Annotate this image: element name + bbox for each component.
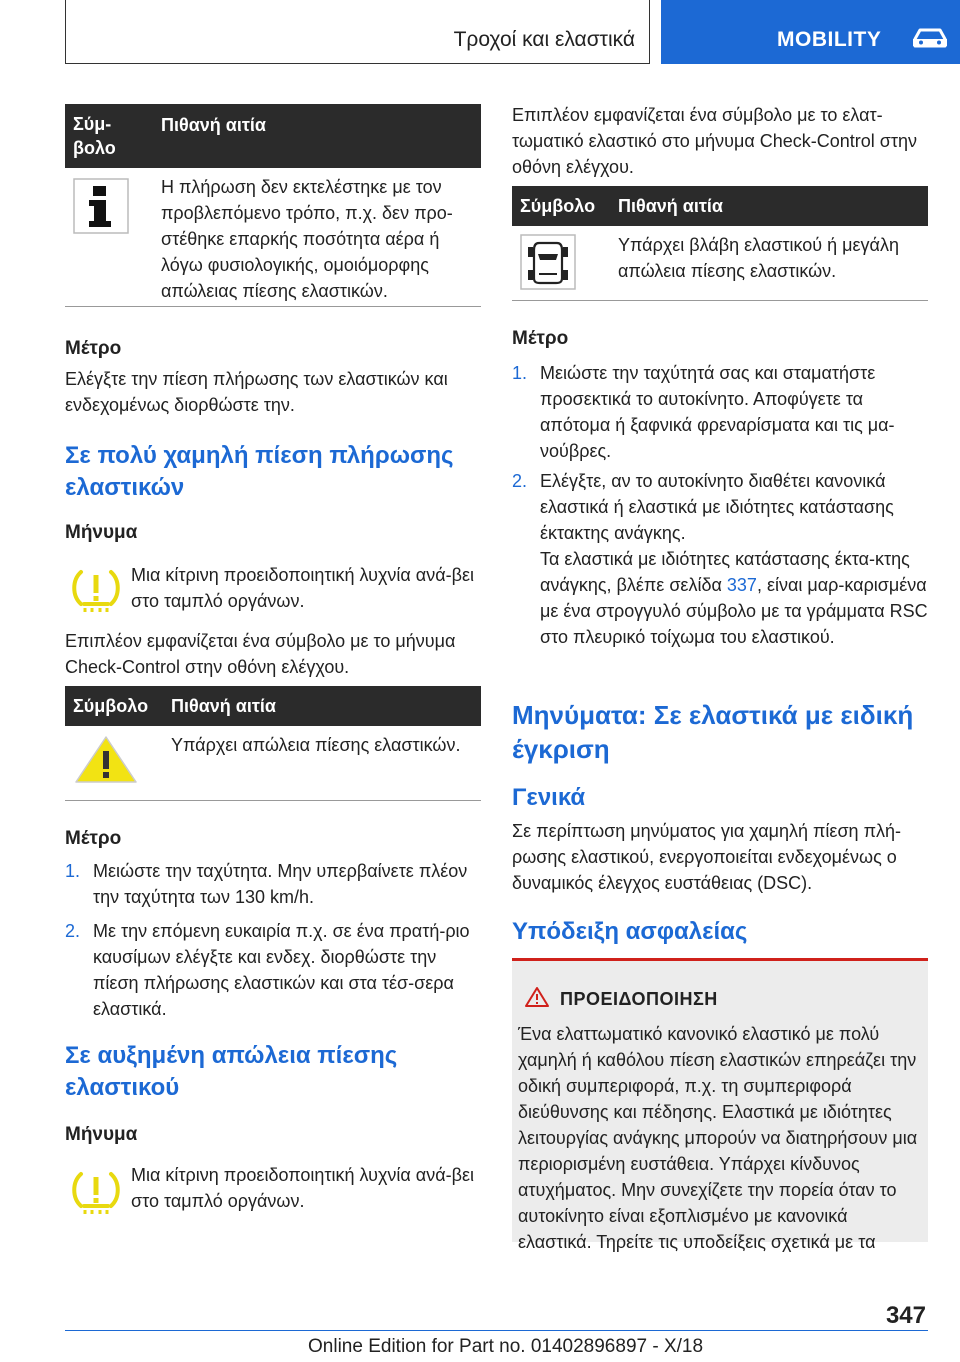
section-heading-increased-loss: Σε αυξημένη απώλεια πίεσης ελαστικού (65, 1042, 398, 1101)
yellow-warning-triangle-icon (73, 734, 139, 786)
footer-rule (65, 1330, 928, 1331)
message2-text: Μια κίτρινη προειδοποιητική λυχνία ανά-βει στο ταμπλό οργάνων. (131, 1165, 474, 1211)
step2-2-text: Με την επόμενη ευκαιρία π.χ. σε ένα πρατή-ριο καυσίμων ελέγξτε και ενδεχ. διορθώστε την πίεση πλήρωσης ελαστικών και στα τέσ-σερα ελαστικά. (93, 921, 470, 1019)
warning-text: Ένα ελαττωματικό κανονικό ελαστικό με πολύ χαμηλή ή καθόλου πίεση ελαστικών επηρεάζει την οδική συμπεριφορά, π.χ. τη συμπεριφορά διεύθυνσης και πέδησης. Ελαστικά με ιδιότητες λειτουργίας ανάγκης μπορούν να διατηρήσουν μια περιορισμένη ευστάθεια. Υπάρχει κίνδυνος ατυχήματος. Μην συνεχίζετε την πορεία όταν το αυτοκίνητο είναι εξοπλισμένο με κανονικά ελαστικά. Τηρείτε τις υποδείξεις σχετικά με τα (518, 1024, 918, 1252)
table3-cause-text: Υπάρχει βλάβη ελαστικού ή μεγάλη απώλεια πίεσης ελαστικών. (618, 235, 899, 281)
info-icon (73, 178, 129, 234)
check-control-text-2: Επιπλέον εμφανίζεται ένα σύμβολο με το ελατ-τωματικό ελαστικό στο μήνυμα Check-Control στην οθόνη ελέγχου. (512, 105, 918, 177)
table3-col-symbol: Σύμβολο (520, 196, 596, 216)
warning-title: ΠΡΟΕΙΔΟΠΟΙΗΣΗ (560, 989, 718, 1009)
table3-col-cause: Πιθανή αιτία (618, 196, 723, 216)
page-link-337[interactable]: 337 (726, 575, 757, 595)
message2-heading: Μήνυμα (65, 1124, 138, 1145)
step3-2-number: 2. (512, 471, 528, 491)
step2-1-number: 1. (65, 861, 81, 881)
measure1-heading: Μέτρο (65, 338, 122, 359)
tire-pressure-warning-icon-2 (70, 1168, 122, 1216)
step3-2-note (540, 546, 928, 650)
step3-2-note-b: , είναι μαρ-καρισμένα με ένα στρογγυλό σύμβολο με τα γράμματα RSC στο πλευρικό τοίχωμα του ελαστικού. (540, 575, 928, 647)
measure2-heading: Μέτρο (65, 828, 122, 849)
message1-text: Μια κίτρινη προειδοποιητική λυχνία ανά-βει στο ταμπλό οργάνων. (131, 565, 474, 611)
mobility-tab-label: MOBILITY (777, 28, 882, 51)
table1-col-symbol: Σύμ- βολο (73, 114, 116, 158)
table2-header (65, 686, 481, 726)
table1-col-cause: Πιθανή αιτία (161, 115, 266, 135)
table2-cause-text: Υπάρχει απώλεια πίεσης ελαστικών. (171, 735, 461, 755)
section-heading-very-low-pressure: Σε πολύ χαμηλή πίεση πλήρωσης ελαστικών (65, 442, 454, 501)
subheading-general: Γενικά (512, 784, 586, 811)
defective-tire-car-icon (520, 234, 576, 290)
step3-2-text: Ελέγξτε, αν το αυτοκίνητο διαθέτει κανονικά ελαστικά ή ελαστικά με ιδιότητες κατάστασης έκτακτης ανάγκης. (540, 471, 894, 543)
step3-1-number: 1. (512, 363, 528, 383)
header-section-box (65, 0, 650, 64)
subheading-safety-note: Υπόδειξη ασφαλείας (512, 918, 748, 945)
general-text: Σε περίπτωση μηνύματος για χαμηλή πίεση πλή-ρωσης ελαστικού, ενεργοποιείται ενδεχομένως ο δυναμικός έλεγχος ευστάθειας (DSC). (512, 821, 901, 893)
step2-1-text: Μειώστε την ταχύτητα. Μην υπερβαίνετε πλέον την ταχύτητα των 130 km/h. (93, 861, 468, 907)
warning-box (512, 958, 928, 1252)
message1-heading: Μήνυμα (65, 522, 138, 543)
footer-edition: Online Edition for Part no. 01402896897 - X/18 (308, 1336, 704, 1357)
section-title: Τροχοί και ελαστικά (453, 28, 635, 51)
check-control-text-1: Επιπλέον εμφανίζεται ένα σύμβολο με το μήνυμα Check-Control στην οθόνη ελέγχου. (65, 631, 456, 677)
tire-pressure-warning-icon (70, 566, 122, 614)
car-icon (911, 27, 949, 49)
step3-1-text: Μειώστε την ταχύτητά σας και σταματήστε προσεκτικά το αυτοκίνητο. Αποφύγετε τα απότομα ή ξαφνικά φρεναρίσματα και τις μα-νούβρες. (540, 363, 895, 461)
table2-rule (65, 800, 481, 801)
step3-2-note-a: Τα ελαστικά με ιδιότητες κατάστασης έκτα-κτης ανάγκης, βλέπε σελίδα (540, 549, 910, 595)
table1-cause-text: Η πλήρωση δεν εκτελέστηκε με τον προβλεπόμενο τρόπο, π.χ. δεν προ-στέθηκε επαρκής ποσότητα αέρα ή λόγω φυσιολογικής, ομοιόμορφης απώλειας πίεσης ελαστικών. (161, 177, 453, 301)
table3-rule (512, 300, 928, 301)
table1-rule (65, 306, 481, 307)
step2-2-number: 2. (65, 921, 81, 941)
table1-header (65, 104, 481, 168)
measure3-heading: Μέτρο (512, 328, 569, 349)
table3-header (512, 186, 928, 226)
measure1-text: Ελέγξτε την πίεση πλήρωσης των ελαστικών και ενδεχομένως διορθώστε την. (65, 369, 448, 415)
warning-triangle-icon (524, 986, 550, 1008)
page-number: 347 (885, 1302, 926, 1329)
section-heading-special-tires: Μηνύματα: Σε ελαστικά με ειδική έγκριση (512, 700, 914, 764)
table2-col-symbol: Σύμβολο (73, 696, 149, 716)
mobility-tab[interactable] (661, 0, 960, 64)
table2-col-cause: Πιθανή αιτία (171, 696, 276, 716)
